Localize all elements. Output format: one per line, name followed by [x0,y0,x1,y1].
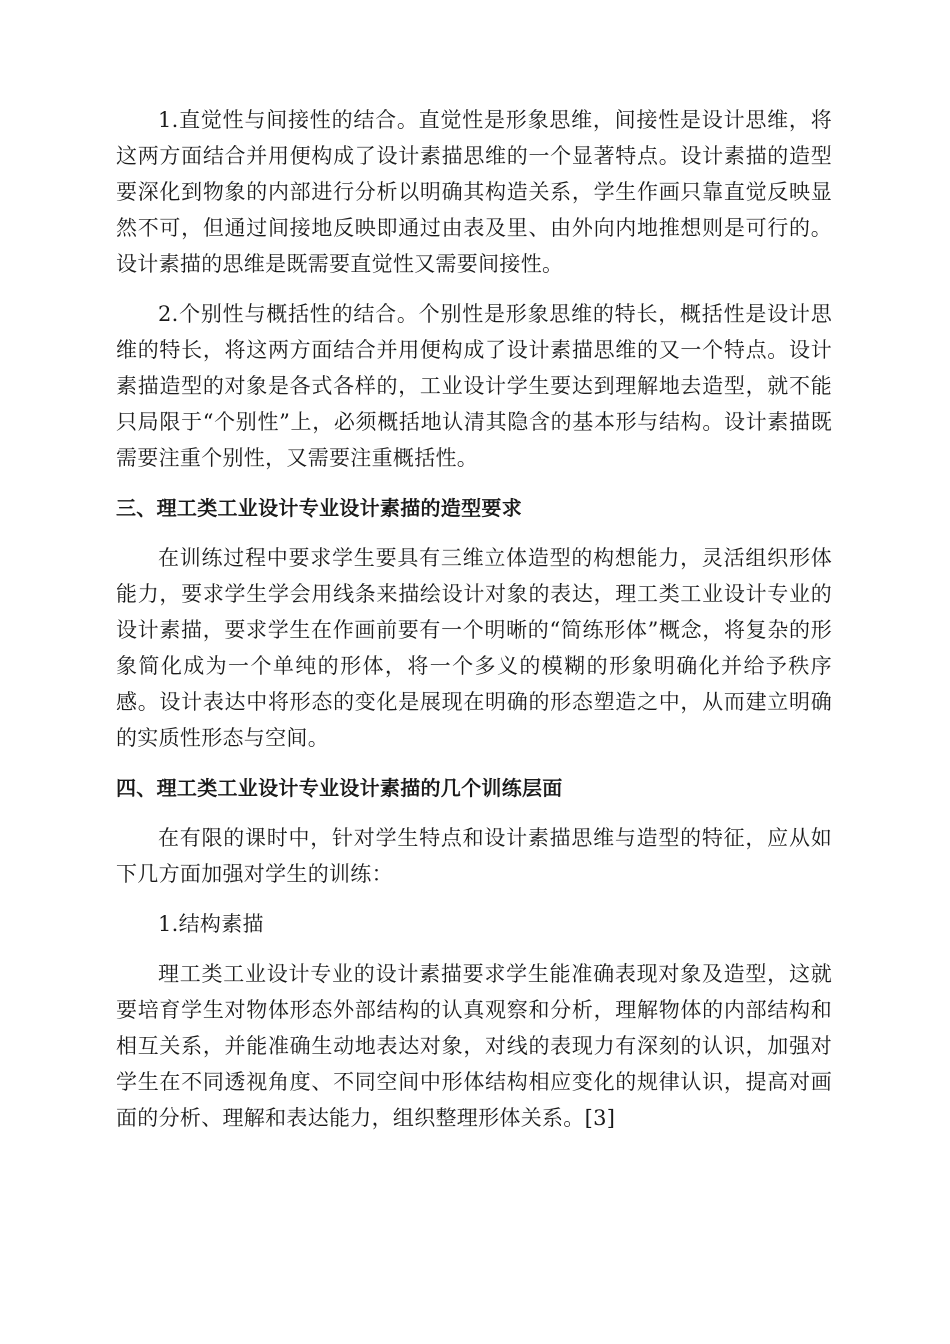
paragraph-spacer [116,756,832,770]
paragraph-spacer [116,942,832,956]
paragraph-spacer [116,892,832,906]
paragraph-spacer [116,806,832,820]
subheading-structural-sketch: 1.结构素描 [158,912,264,936]
paragraph-spacer [116,526,832,540]
paragraph-spacer [116,476,832,490]
paragraph-intuition-indirectness: 1.直觉性与间接性的结合。直觉性是形象思维，间接性是设计思维，将这两方面结合并用便构成了设计素描思维的一个显著特点。设计素描的造型要深化到物象的内部进行分析以明确其构造关系，学生作画只靠直觉反映显然不可，但通过间接地反映即通过由表及里、由外向内地推想则是可行的。设计素描的思维是既需要直觉性又需要间接性。 [116,108,832,276]
section-heading-3: 三、理工类工业设计专业设计素描的造型要求 [116,496,522,520]
document-page [116,102,832,1136]
section-heading-4: 四、理工类工业设计专业设计素描的几个训练层面 [116,776,563,800]
paragraph-training-intro: 在有限的课时中，针对学生特点和设计素描思维与造型的特征，应从如下几方面加强对学生的训练： [116,826,832,886]
paragraph-structural-sketch: 理工类工业设计专业的设计素描要求学生能准确表现对象及造型，这就要培育学生对物体形态外部结构的认真观察和分析，理解物体的内部结构和相互关系，并能准确生动地表达对象，对线的表现力有深刻的认识，加强对学生在不同透视角度、不同空间中形体结构相应变化的规律认识，提高对画面的分析、理解和表达能力，组织整理形体关系。[3] [116,962,832,1130]
paragraph-individuality-generality: 2.个别性与概括性的结合。个别性是形象思维的特长，概括性是设计思维的特长，将这两方面结合并用便构成了设计素描思维的又一个特点。设计素描造型的对象是各式各样的，工业设计学生要达到理解地去造型，就不能只局限于“个别性”上，必须概括地认清其隐含的基本形与结构。设计素描既需要注重个别性，又需要注重概括性。 [116,302,832,470]
paragraph-spacer [116,282,832,296]
paragraph-modeling-requirements: 在训练过程中要求学生要具有三维立体造型的构想能力，灵活组织形体能力，要求学生学会用线条来描绘设计对象的表达，理工类工业设计专业的设计素描，要求学生在作画前要有一个明晰的“简练形体”概念，将复杂的形象简化成为一个单纯的形体，将一个多义的模糊的形象明确化并给予秩序感。设计表达中将形态的变化是展现在明确的形态塑造之中，从而建立明确的实质性形态与空间。 [116,546,832,750]
